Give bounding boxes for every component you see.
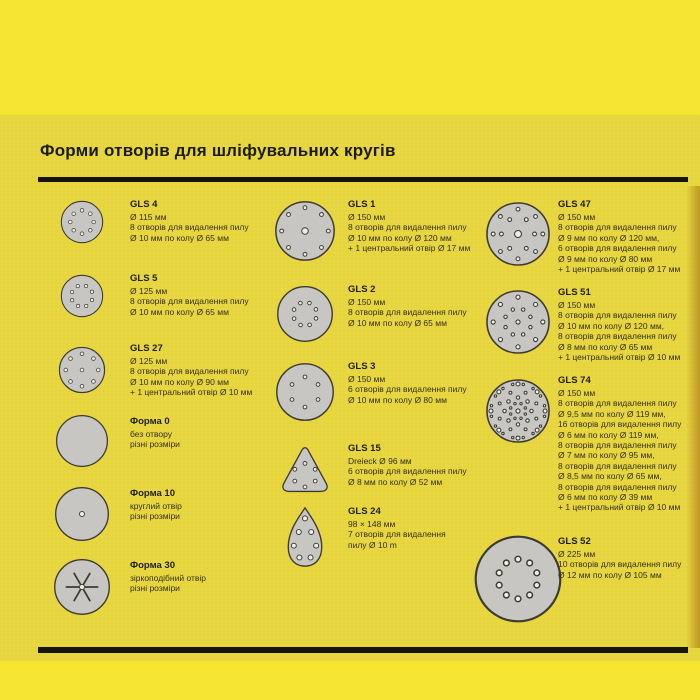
footer-rule [38, 647, 688, 653]
item-spec-line: 10 отворів для видалення пилу [558, 559, 682, 570]
item-code-label: GLS 2 [348, 284, 376, 295]
spec-item-gls-2 [272, 284, 484, 343]
item-code-label: GLS 24 [348, 506, 381, 517]
gls-74-pad-shape-icon [485, 378, 551, 444]
spec-item-gls-4 [40, 199, 262, 244]
item-code-label: Форма 10 [130, 488, 175, 499]
spec-item-forma-10 [40, 488, 262, 542]
item-code-label: GLS 5 [130, 273, 158, 284]
item-spec-line: Ø 8,5 мм по колу Ø 65 мм, [558, 471, 662, 482]
item-spec-line: Ø 10 мм по колу Ø 120 мм, [558, 320, 665, 331]
item-code-label: GLS 27 [130, 343, 163, 354]
gls-15-pad-shape-icon [277, 443, 333, 495]
item-spec-line: різні розміри [130, 583, 180, 594]
item-spec-line: + 1 центральний отвір Ø 10 мм [130, 387, 253, 398]
item-code-label: Форма 30 [130, 560, 175, 571]
spec-item-gls-3 [272, 361, 484, 422]
gls-52-icon-cell [482, 536, 554, 624]
item-code-label: GLS 74 [558, 375, 591, 386]
item-code-label: GLS 47 [558, 199, 591, 210]
item-spec-line: 98 × 148 мм [348, 519, 396, 529]
gls-47-pad-shape-icon [485, 201, 551, 267]
item-spec-line: різні розміри [130, 511, 180, 522]
gls-24-icon-cell [272, 506, 338, 568]
gls-24-pad-shape-icon [283, 506, 327, 568]
page-title: Форми отворів для шліфувальних кругів [40, 141, 396, 160]
item-spec-line: Ø 9 мм по колу Ø 80 мм [558, 253, 653, 264]
item-spec-line: Ø 10 мм по колу Ø 120 мм [348, 232, 452, 243]
spec-item-gls-24 [272, 506, 484, 568]
item-spec-line: Ø 12 мм по колу Ø 105 мм [558, 569, 662, 580]
gls-51-pad-shape-icon [485, 289, 551, 355]
spec-item-gls-27 [40, 343, 262, 398]
spec-item-gls-1 [272, 199, 484, 262]
item-spec-line: 6 отворів для видалення пилу [558, 243, 677, 254]
gls-74-icon-cell [482, 375, 554, 444]
item-spec-line: 6 отворів для видалення пилу [348, 466, 467, 477]
gls-3-icon-cell [272, 361, 338, 422]
item-spec-line: 8 отворів для видалення пилу [130, 222, 249, 233]
item-spec-line: Ø 10 мм по колу Ø 65 мм [130, 232, 229, 243]
item-spec-line: Ø 150 мм [558, 212, 596, 222]
gls-27-icon-cell [40, 343, 124, 394]
item-spec-line: 8 отворів для видалення пилу [558, 398, 677, 409]
item-spec-line: 8 отворів для видалення пилу [558, 460, 677, 471]
gls-5-pad-shape-icon [60, 274, 104, 318]
gls-47-icon-cell [482, 199, 554, 267]
item-code-label: GLS 1 [348, 199, 376, 210]
item-spec-line: Ø 125 мм [130, 356, 168, 366]
spec-item-gls-47 [482, 199, 698, 274]
item-spec-line: Ø 10 мм по колу Ø 90 мм [130, 376, 229, 387]
item-code-label: GLS 4 [130, 199, 158, 210]
item-spec-line: 16 отворів для видалення пилу [558, 419, 682, 430]
item-spec-line: Ø 150 мм [348, 297, 386, 307]
item-spec-line: Ø 10 мм по колу Ø 80 мм [348, 394, 447, 405]
spec-item-gls-51 [482, 287, 698, 362]
item-code-label: GLS 15 [348, 443, 381, 454]
item-spec-line: 8 отворів для видалення пилу [348, 222, 467, 233]
item-spec-line: Ø 10 мм по колу Ø 65 мм [130, 306, 229, 317]
item-spec-line: 6 отворів для видалення пилу [348, 384, 467, 395]
item-spec-line: 8 отворів для видалення пилу [558, 481, 677, 492]
gls-2-pad-shape-icon [276, 285, 334, 343]
item-spec-line: + 1 центральний отвір Ø 10 мм [558, 502, 681, 513]
forma-0-icon-cell [40, 416, 124, 468]
forma-10-icon-cell [40, 488, 124, 542]
item-spec-line: пилу Ø 10 m [348, 539, 397, 550]
item-spec-line: Ø 150 мм [348, 374, 386, 384]
forma-10-pad-shape-icon [54, 486, 110, 542]
item-spec-line: Ø 8 мм по колу Ø 52 мм [348, 476, 443, 487]
item-spec-line: круглий отвір [130, 501, 182, 511]
spec-item-forma-0 [40, 416, 262, 468]
gls-5-icon-cell [40, 273, 124, 318]
item-spec-line: Ø 115 мм [130, 212, 167, 222]
item-spec-line: 8 отворів для видалення пилу [130, 366, 249, 377]
forma-30-pad-shape-icon [53, 558, 111, 616]
item-spec-line: Ø 10 мм по колу Ø 65 мм [348, 317, 447, 328]
item-spec-line: + 1 центральний отвір Ø 10 мм [558, 352, 681, 363]
item-spec-line: різні розміри [130, 439, 180, 450]
item-spec-line: Ø 150 мм [348, 212, 386, 222]
gls-1-icon-cell [272, 199, 338, 262]
spec-item-forma-30 [40, 560, 262, 616]
gls-3-pad-shape-icon [275, 362, 335, 422]
item-spec-line: Ø 125 мм [130, 286, 168, 296]
item-spec-line: + 1 центральний отвір Ø 17 мм [348, 243, 471, 254]
item-spec-line: зіркоподібний отвір [130, 573, 207, 583]
item-spec-line: + 1 центральний отвір Ø 17 мм [558, 264, 681, 275]
item-spec-line: 8 отворів для видалення пилу [130, 296, 249, 307]
item-spec-line: 7 отворів для видалення [348, 529, 446, 540]
item-spec-line: Ø 6 мм по колу Ø 119 мм, [558, 429, 659, 440]
item-spec-line: 8 отворів для видалення пилу [558, 310, 677, 321]
item-spec-line: Ø 8 мм по колу Ø 65 мм [558, 341, 653, 352]
item-spec-line: Dreieck Ø 96 мм [348, 456, 412, 466]
gls-4-pad-shape-icon [60, 200, 104, 244]
item-spec-line: 8 отворів для видалення пилу [348, 307, 467, 318]
item-spec-line: без отвору [130, 429, 173, 439]
forma-30-icon-cell [40, 560, 124, 616]
item-spec-line: Ø 150 мм [558, 300, 596, 310]
item-spec-line: Ø 225 мм [558, 549, 596, 559]
item-spec-line: Ø 9 мм по колу Ø 120 мм, [558, 232, 660, 243]
item-code-label: Форма 0 [130, 416, 170, 427]
title-rule [38, 177, 688, 182]
gls-2-icon-cell [272, 284, 338, 343]
item-spec-line: Ø 6 мм по колу Ø 39 мм [558, 492, 653, 503]
gls-27-pad-shape-icon [58, 346, 106, 394]
spec-item-gls-15 [272, 443, 484, 495]
item-spec-line: 8 отворів для видалення пилу [558, 222, 677, 233]
item-spec-line: Ø 7 мм по колу Ø 95 мм, [558, 450, 655, 461]
gls-1-pad-shape-icon [274, 200, 336, 262]
item-spec-line: Ø 150 мм [558, 388, 596, 398]
item-spec-line: Ø 9,5 мм по колу Ø 119 мм, [558, 408, 666, 419]
item-code-label: GLS 51 [558, 287, 591, 298]
gls-4-icon-cell [40, 199, 124, 244]
item-code-label: GLS 52 [558, 536, 591, 547]
gls-15-icon-cell [272, 443, 338, 495]
gls-51-icon-cell [482, 287, 554, 355]
spec-item-gls-74 [482, 375, 698, 513]
spec-item-gls-52 [482, 536, 698, 624]
item-code-label: GLS 3 [348, 361, 376, 372]
item-spec-line: 8 отворів для видалення пилу [558, 331, 677, 342]
item-spec-line: 8 отворів для видалення пилу [558, 440, 677, 451]
gls-52-pad-shape-icon [473, 534, 563, 624]
forma-0-pad-shape-icon [55, 414, 109, 468]
spec-item-gls-5 [40, 273, 262, 318]
